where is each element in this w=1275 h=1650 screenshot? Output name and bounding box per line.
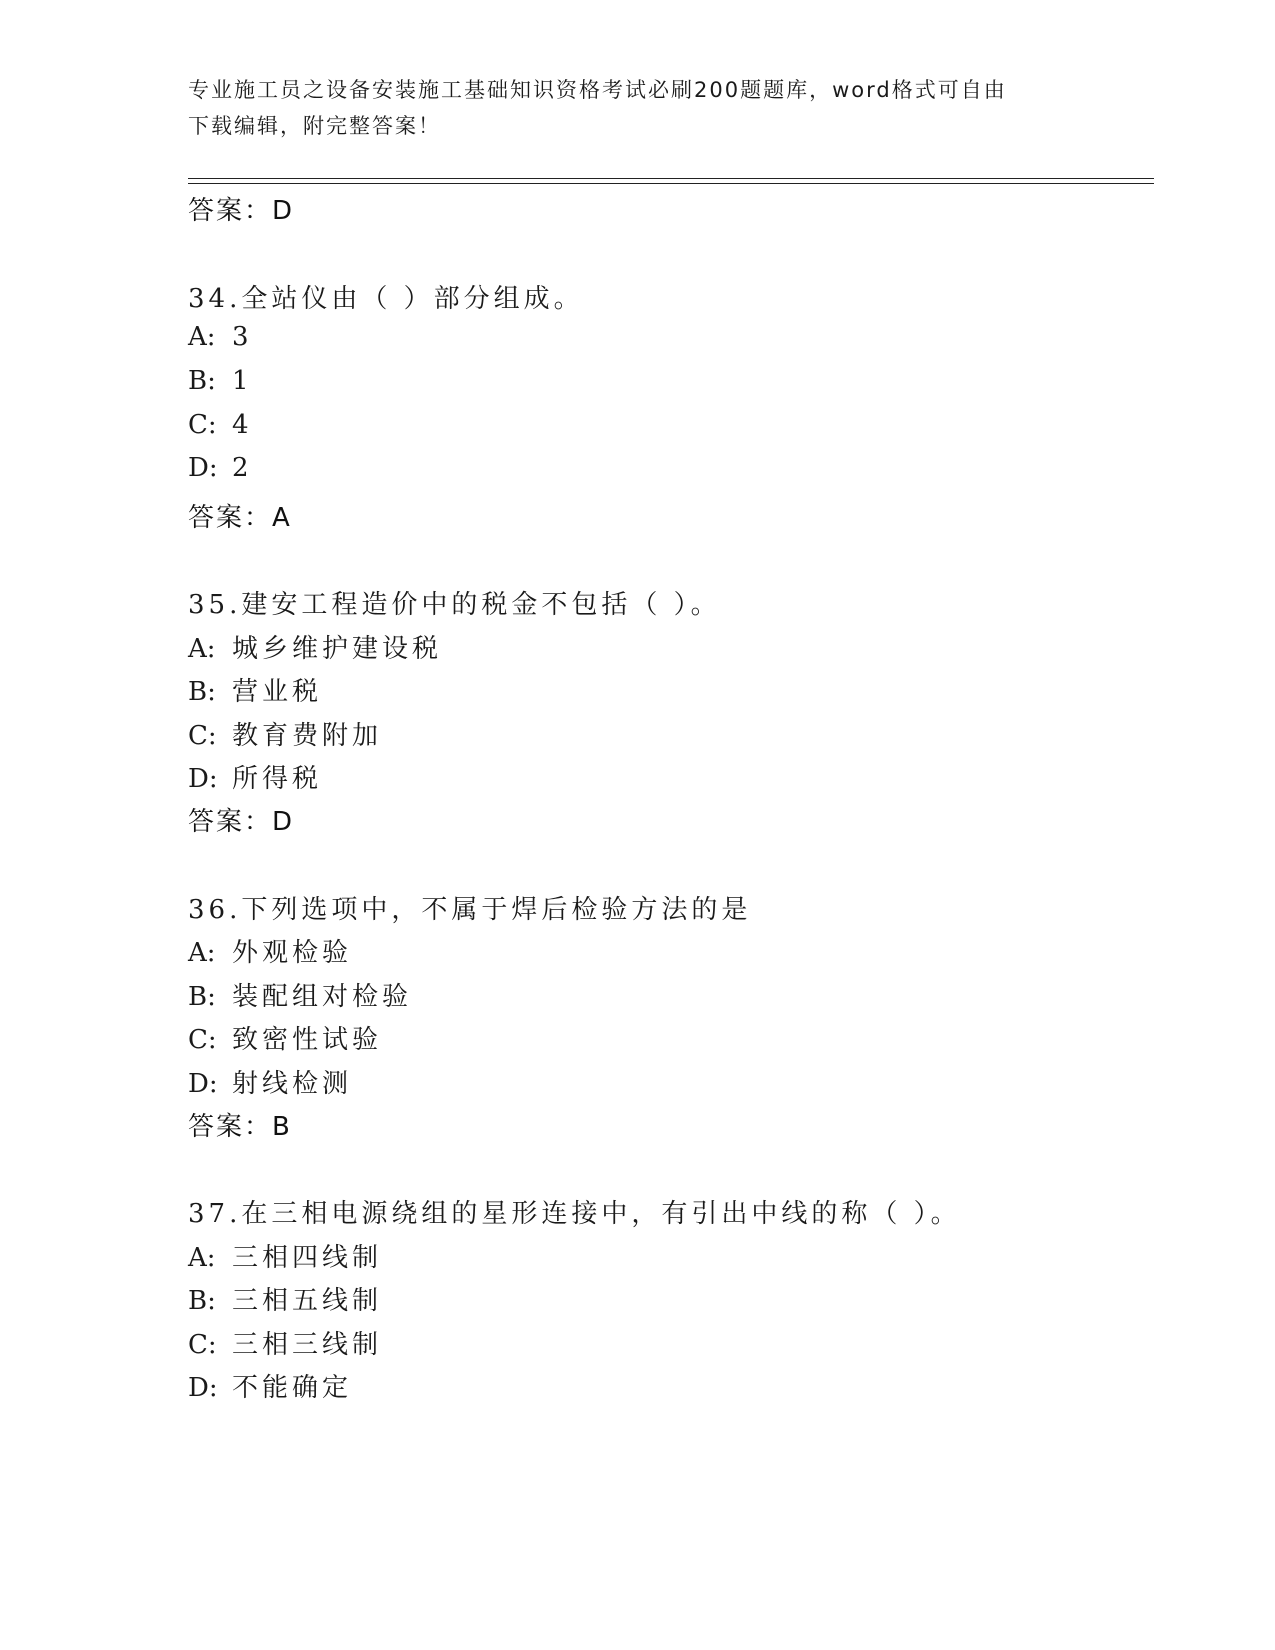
option-label: D:: [188, 1373, 218, 1403]
question-stem: 35.建安工程造价中的税金不包括（ ）。: [188, 590, 721, 620]
option-label: B:: [188, 677, 216, 707]
question-answer: 答案：B: [188, 1112, 292, 1142]
option-text: 外观检验: [232, 938, 353, 968]
option-label: B:: [188, 1286, 216, 1316]
header-line-1: 专业施工员之设备安装施工基础知识资格考试必刷200题题库，word格式可自由: [188, 78, 1007, 102]
option-label: A:: [188, 938, 216, 968]
option-text: 2: [232, 453, 253, 483]
option-label: D:: [188, 764, 218, 794]
option-label: B:: [188, 982, 216, 1012]
header-divider-bottom: [188, 183, 1154, 184]
question-stem: 34.全站仪由（ ）部分组成。: [188, 284, 584, 314]
option-text: 3: [232, 322, 253, 352]
option-row: [188, 410, 253, 440]
option-label: C:: [188, 1330, 217, 1360]
option-text: 射线检测: [232, 1069, 353, 1099]
option-row: [188, 628, 442, 665]
option-row: [188, 758, 322, 795]
question-stem: 37.在三相电源绕组的星形连接中，有引出中线的称（ ）。: [188, 1199, 961, 1229]
option-row: [188, 1324, 382, 1361]
option-label: A:: [188, 322, 216, 352]
option-text: 不能确定: [232, 1373, 353, 1403]
header-divider-top: [188, 178, 1154, 179]
option-text: 城乡维护建设税: [232, 634, 443, 664]
option-text: 所得税: [232, 764, 323, 794]
option-row: [188, 932, 352, 969]
option-text: 三相三线制: [232, 1330, 383, 1360]
option-label: D:: [188, 453, 218, 483]
option-row: [188, 366, 253, 396]
document-header: [188, 72, 1068, 144]
option-row: [188, 453, 253, 483]
option-row: [188, 1063, 352, 1100]
option-label: A:: [188, 1243, 216, 1273]
option-text: 三相四线制: [232, 1243, 383, 1273]
option-label: C:: [188, 1025, 217, 1055]
option-row: [188, 1280, 382, 1317]
option-row: [188, 976, 412, 1013]
option-text: 教育费附加: [232, 721, 383, 751]
option-row: [188, 1237, 382, 1274]
question-stem: 36.下列选项中，不属于焊后检验方法的是: [188, 895, 752, 925]
option-text: 装配组对检验: [232, 982, 413, 1012]
previous-answer: 答案：D: [188, 196, 295, 226]
option-row: [188, 1019, 382, 1056]
option-text: 致密性试验: [232, 1025, 383, 1055]
question-answer: 答案：D: [188, 807, 295, 837]
option-row: [188, 671, 322, 708]
option-label: C:: [188, 721, 217, 751]
header-line-2: 下载编辑，附完整答案！: [188, 114, 441, 138]
option-row: [188, 1367, 352, 1404]
option-label: C:: [188, 410, 217, 440]
option-label: D:: [188, 1069, 218, 1099]
option-text: 4: [232, 410, 253, 440]
option-label: A:: [188, 634, 216, 664]
question-answer: 答案：A: [188, 503, 292, 533]
option-text: 三相五线制: [232, 1286, 383, 1316]
option-label: B:: [188, 366, 216, 396]
option-text: 1: [232, 366, 253, 396]
option-row: [188, 715, 382, 752]
option-text: 营业税: [232, 677, 323, 707]
option-row: [188, 322, 253, 352]
